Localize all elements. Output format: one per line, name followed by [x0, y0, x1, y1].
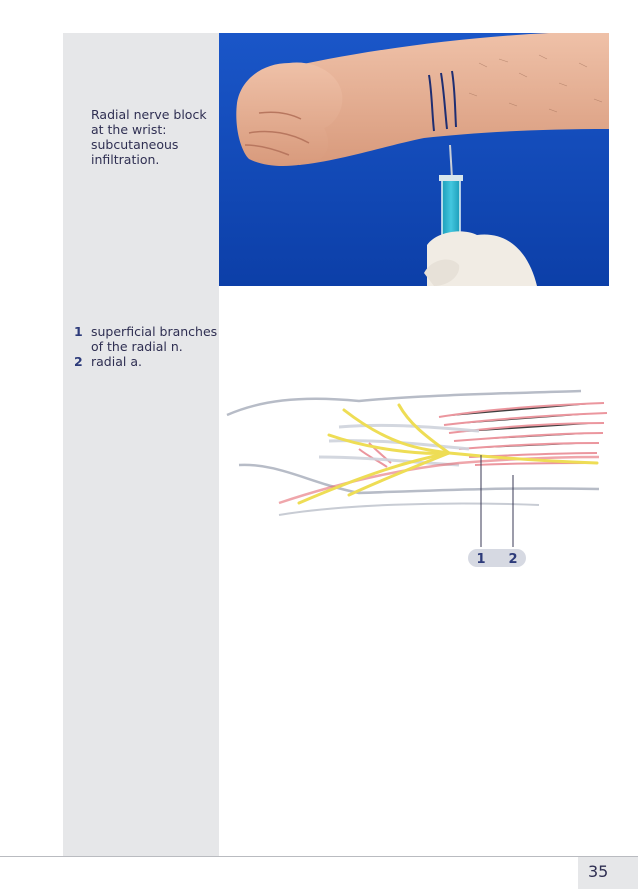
wrist-block-photo: [219, 33, 609, 286]
callout-label-1: 1: [476, 552, 486, 567]
page-number: 35: [588, 862, 609, 881]
callout-label-2: 2: [508, 552, 518, 567]
legend-number: 1: [74, 324, 83, 339]
legend-list: [74, 324, 219, 369]
anatomical-illustration: [219, 365, 619, 580]
legend-item: [74, 324, 219, 354]
left-sidebar: [63, 33, 219, 856]
clinical-photo: [219, 33, 609, 286]
figure-caption: Radial nerve block at the wrist: subcutaneous infiltration.: [91, 107, 207, 167]
outline-thenar: [279, 503, 539, 515]
legend-number: 2: [74, 354, 83, 369]
syringe-hub: [439, 175, 463, 181]
wrist-anatomy-drawing: [219, 365, 619, 580]
legend-item: [74, 354, 219, 369]
legend-label: superficial branches of the radial n.: [91, 324, 218, 354]
legend-label: radial a.: [91, 354, 142, 369]
footer-divider: [0, 856, 638, 857]
